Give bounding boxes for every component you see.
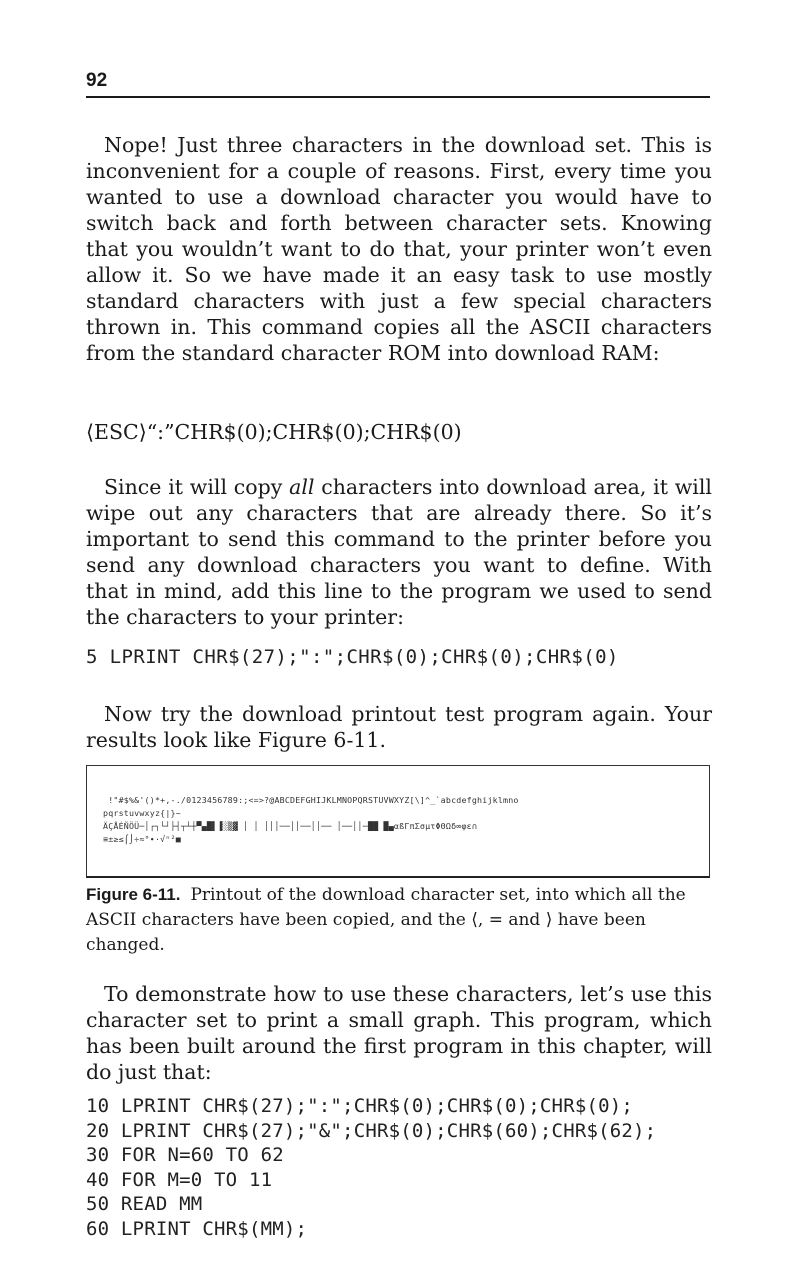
code-line-5: 5 LPRINT CHR$(27);":";CHR$(0);CHR$(0);CHR$(0) xyxy=(86,646,619,668)
paragraph-demonstrate: To demonstrate how to use these characters, let’s use this character set to print a small graph. This program, which has been built around the first program in this chapter, will do just that: xyxy=(86,982,712,1084)
printout-line: pqrstuvwxyz{|}~ xyxy=(103,808,181,818)
listing-line: 60 LPRINT CHR$(MM); xyxy=(86,1217,308,1240)
header-rule xyxy=(86,96,710,98)
listing-line: 20 LPRINT CHR$(27);"&";CHR$(0);CHR$(60);CHR$(62); xyxy=(86,1119,657,1142)
listing-line: 30 FOR N=60 TO 62 xyxy=(86,1144,284,1166)
figure-printout xyxy=(103,794,519,846)
paragraph-try-again: Now try the download printout test program again. Your results look like Figure 6-11. xyxy=(86,702,712,752)
figure-caption xyxy=(86,882,712,958)
paragraph-copy-warning xyxy=(86,474,712,630)
printout-line: !"#$%&'()*+,-./0123456789:;<=>?@ABCDEFGHIJKLMNOPQRSTUVWXYZ[\]^_`abcdefghijklmno xyxy=(103,795,519,805)
p2-text-start: Since it will copy xyxy=(104,475,290,499)
figure-label: Figure 6-11. xyxy=(86,885,181,904)
esc-command: ⟨ESC⟩“:”CHR$(0);CHR$(0);CHR$(0) xyxy=(86,420,462,444)
printout-line: ÄÇÅÉÑÖÜ─│┌┐└┘├┤┬┴┼▀▄█▌▐░▒▓ │ │ │││──││──││── │──││─██ █▄αßΓπΣσµτΦΘΩδ∞φε∩ xyxy=(103,821,478,831)
printout-line: ≡±≥≤⌠⌡÷≈°∙·√ⁿ²■ xyxy=(103,834,181,844)
listing-line: 10 LPRINT CHR$(27);":";CHR$(0);CHR$(0);CHR$(0); xyxy=(86,1095,634,1117)
p2-text-end: characters into download area, it will wipe out any characters that are already there. So it’s important to send this command to the printer before you send any download characters you want to define. With that in mind, add this line to the program we used to send the characters to your printer: xyxy=(86,475,712,629)
figure-printout-box xyxy=(86,765,710,878)
program-listing xyxy=(86,1094,656,1241)
listing-line: 40 FOR M=0 TO 11 xyxy=(86,1168,273,1191)
paragraph-intro: Nope! Just three characters in the download set. This is inconvenient for a couple of reasons. First, every time you wanted to use a download character you would have to switch back and forth between character sets. Knowing that you wouldn’t want to do that, your printer won’t even allow it. So we have made it an easy task to use mostly standard characters with just a few special characters thrown in. This command copies all the ASCII characters from the standard character ROM into download RAM: xyxy=(86,133,712,365)
figure-caption-text: Printout of the download character set, into which all the ASCII characters have been copied, and the ⟨, = and ⟩ have been changed. xyxy=(86,885,686,955)
listing-line: 50 READ MM xyxy=(86,1193,203,1215)
p2-italic-all: all xyxy=(289,475,315,499)
page-number: 92 xyxy=(86,70,108,91)
